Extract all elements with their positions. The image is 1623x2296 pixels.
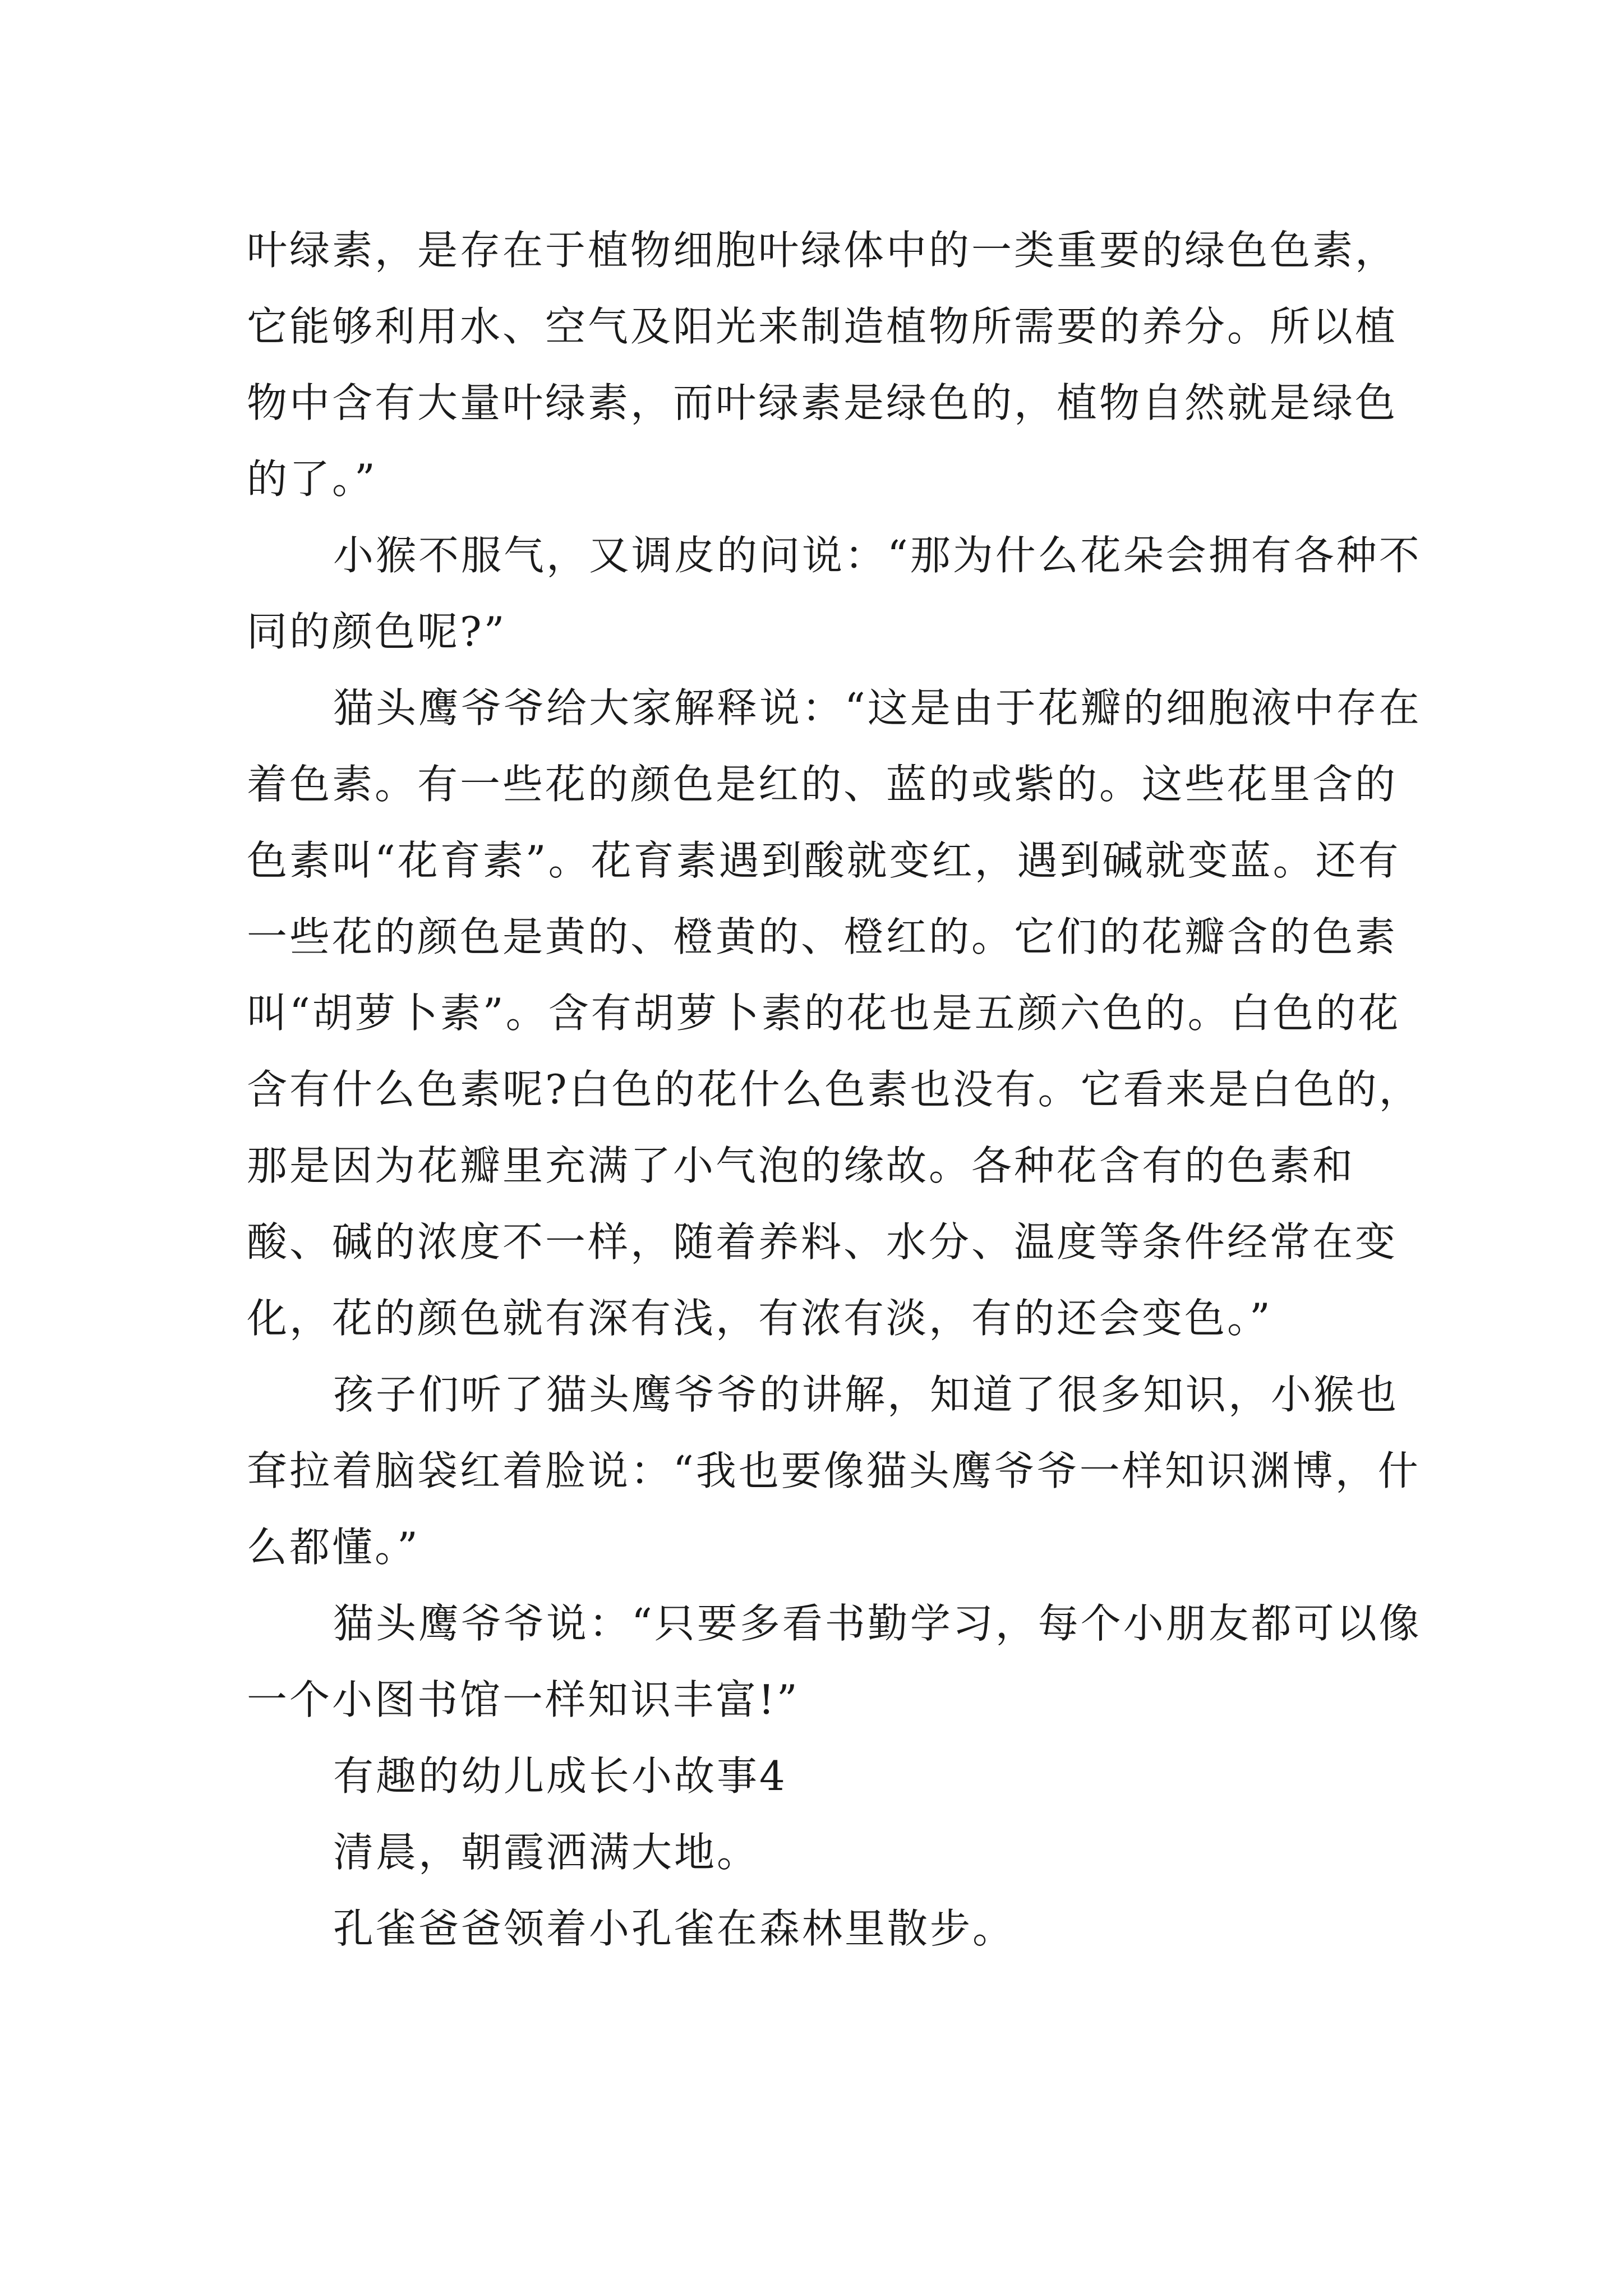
- paragraph-morning: 清晨，朝霞洒满大地。: [333, 1829, 760, 1876]
- paragraph-children-learned: 孩子们听了猫头鹰爷爷的讲解，知道了很多知识，小猴也耷拉着脑袋红着脸说：“我也要像猫头鹰爷爷一样知识渊博，什么都懂。”: [247, 1371, 1421, 1571]
- document-body: [247, 212, 1430, 1967]
- paragraph-peacock-walk: 孔雀爸爸领着小孔雀在森林里散步。: [333, 1905, 1016, 1952]
- story-title: 有趣的幼儿成长小故事4: [333, 1752, 787, 1800]
- paragraph-monkey-question: 小猴不服气，又调皮的问说：“那为什么花朵会拥有各种不同的颜色呢?”: [247, 532, 1422, 655]
- paragraph-chlorophyll: 叶绿素，是存在于植物细胞叶绿体中的一类重要的绿色色素，它能够利用水、空气及阳光来制造植物所需要的养分。所以植物中含有大量叶绿素，而叶绿素是绿色的，植物自然就是绿色的了。”: [247, 227, 1398, 503]
- paragraph-owl-advice: 猫头鹰爷爷说：“只要多看书勤学习，每个小朋友都可以像一个小图书馆一样知识丰富!”: [247, 1600, 1422, 1723]
- paragraph-owl-explanation: 猫头鹰爷爷给大家解释说：“这是由于花瓣的细胞液中存在着色素。有一些花的颜色是红的、蓝的或紫的。这些花里含的色素叫“花育素”。花育素遇到酸就变红，遇到碱就变蓝。还有一些花的颜色是黄的、橙黄的、橙红的。它们的花瓣含的色素叫“胡萝卜素”。含有胡萝卜素的花也是五颜六色的。白色的花含有什么色素呢?白色的花什么色素也没有。它看来是白色的，那是因为花瓣里充满了小气泡的缘故。各种花含有的色素和酸、碱的浓度不一样，随着养料、水分、温度等条件经常在变化，花的颜色就有深有浅，有浓有淡，有的还会变色。”: [247, 684, 1422, 1342]
